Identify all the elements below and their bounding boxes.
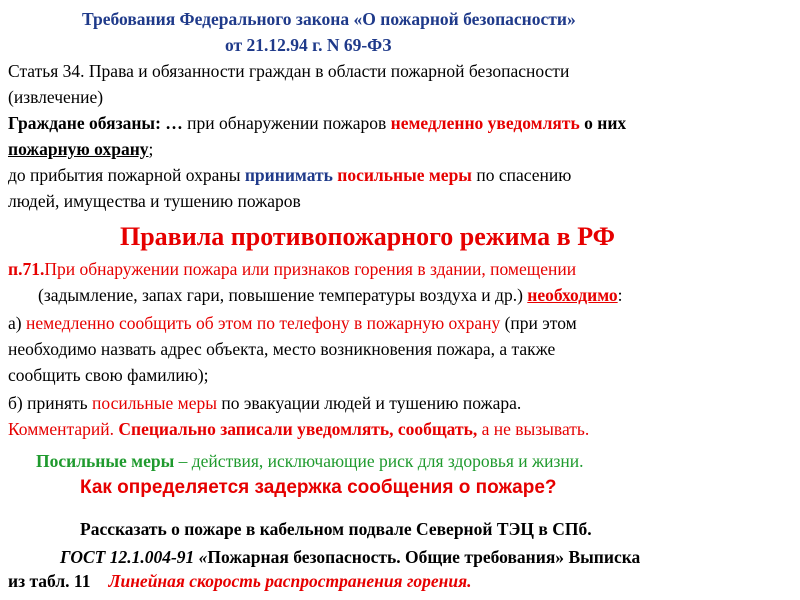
table-label: из табл. 11	[8, 571, 91, 591]
citizens-duty-line-2	[8, 138, 153, 160]
item-b-line	[8, 392, 521, 414]
comment-line	[8, 418, 589, 440]
measures-line-2	[8, 190, 301, 212]
p71-line-2-text: (задымление, запах гари, повышение температуры воздуха и др.)	[38, 285, 528, 305]
definition-term: Посильные меры	[36, 451, 175, 471]
item-b-text-2: по эвакуации людей и тушению пожара.	[217, 393, 522, 413]
document-title	[82, 8, 576, 30]
article-heading	[8, 60, 569, 82]
measures-text-1: до прибытия пожарной охраны	[8, 165, 245, 185]
story-text: Рассказать о пожаре в кабельном подвале Северной ТЭЦ в СПб.	[80, 519, 592, 539]
item-a-line-2-text: необходимо назвать адрес объекта, место возникновения пожара, а также	[8, 339, 556, 359]
item-a-line-2	[8, 338, 555, 360]
measures-verb: принимать	[244, 165, 333, 185]
comment-end: а не вызывать.	[477, 419, 590, 439]
item-a-label: а)	[8, 313, 26, 333]
definition-text: – действия, исключающие риск для здоровья и жизни.	[174, 451, 584, 471]
gost-line	[60, 546, 640, 568]
table-line	[8, 570, 472, 592]
gost-bold: Пожарная безопасность. Общие требования»	[207, 547, 565, 567]
question-line	[80, 476, 557, 500]
article-extract-note	[8, 86, 103, 108]
comment-bold: Специально записали уведомлять, сообщать,	[118, 419, 478, 439]
item-a-line-3-text: сообщить свою фамилию);	[8, 365, 209, 385]
item-a-line-3	[8, 364, 209, 386]
question-text: Как определяется задержка сообщения о пожаре?	[80, 477, 557, 498]
p71-colon: :	[617, 285, 623, 305]
fire-service-underlined: пожарную охрану	[8, 139, 149, 159]
citizens-duty-line-1	[8, 112, 626, 134]
p71-line-1	[8, 258, 576, 280]
p71-necessary: необходимо	[527, 285, 618, 305]
gost-end: Выписка	[564, 547, 641, 567]
p71-text: При обнаружении пожара или признаков горения в здании, помещении	[44, 259, 577, 279]
duty-text-1: при обнаружении пожаров	[182, 113, 391, 133]
measures-text-2: по спасению	[471, 165, 572, 185]
story-line	[80, 518, 592, 540]
duty-line-2-end: ;	[148, 139, 154, 159]
duty-text-2: о них	[579, 113, 627, 133]
measures-line-2-text: людей, имущества и тушению пожаров	[8, 191, 301, 211]
rules-title-text: Правила противопожарного режима в РФ	[120, 222, 615, 251]
duty-highlight: немедленно уведомлять	[390, 113, 580, 133]
title-line-2: от 21.12.94 г. N 69-ФЗ	[225, 35, 392, 55]
article-line-2: (извлечение)	[8, 87, 104, 107]
measures-line-1	[8, 164, 571, 186]
item-b-text-1: б) принять	[8, 393, 93, 413]
measures-highlight: посильные меры	[337, 165, 472, 185]
article-line-1: Статья 34. Права и обязанности граждан в области пожарной безопасности	[8, 61, 570, 81]
item-a-line-1	[8, 312, 577, 334]
item-a-text: (при этом	[500, 313, 577, 333]
item-b-highlight: посильные меры	[92, 393, 218, 413]
document-subtitle	[225, 34, 391, 56]
title-line-1: Требования Федерального закона «О пожарной безопасности»	[82, 9, 576, 29]
item-a-highlight: немедленно сообщить об этом по телефону в пожарную охрану	[25, 313, 501, 333]
p71-label: п.71.	[8, 259, 45, 279]
duty-label: Граждане обязаны: …	[8, 113, 183, 133]
definition-line	[36, 450, 584, 472]
comment-label: Комментарий.	[8, 419, 119, 439]
gost-italic: ГОСТ 12.1.004-91 «	[60, 547, 208, 567]
table-highlight: Линейная скорость распространения горения.	[108, 571, 472, 591]
rules-title	[120, 222, 615, 252]
p71-line-2	[38, 284, 623, 306]
